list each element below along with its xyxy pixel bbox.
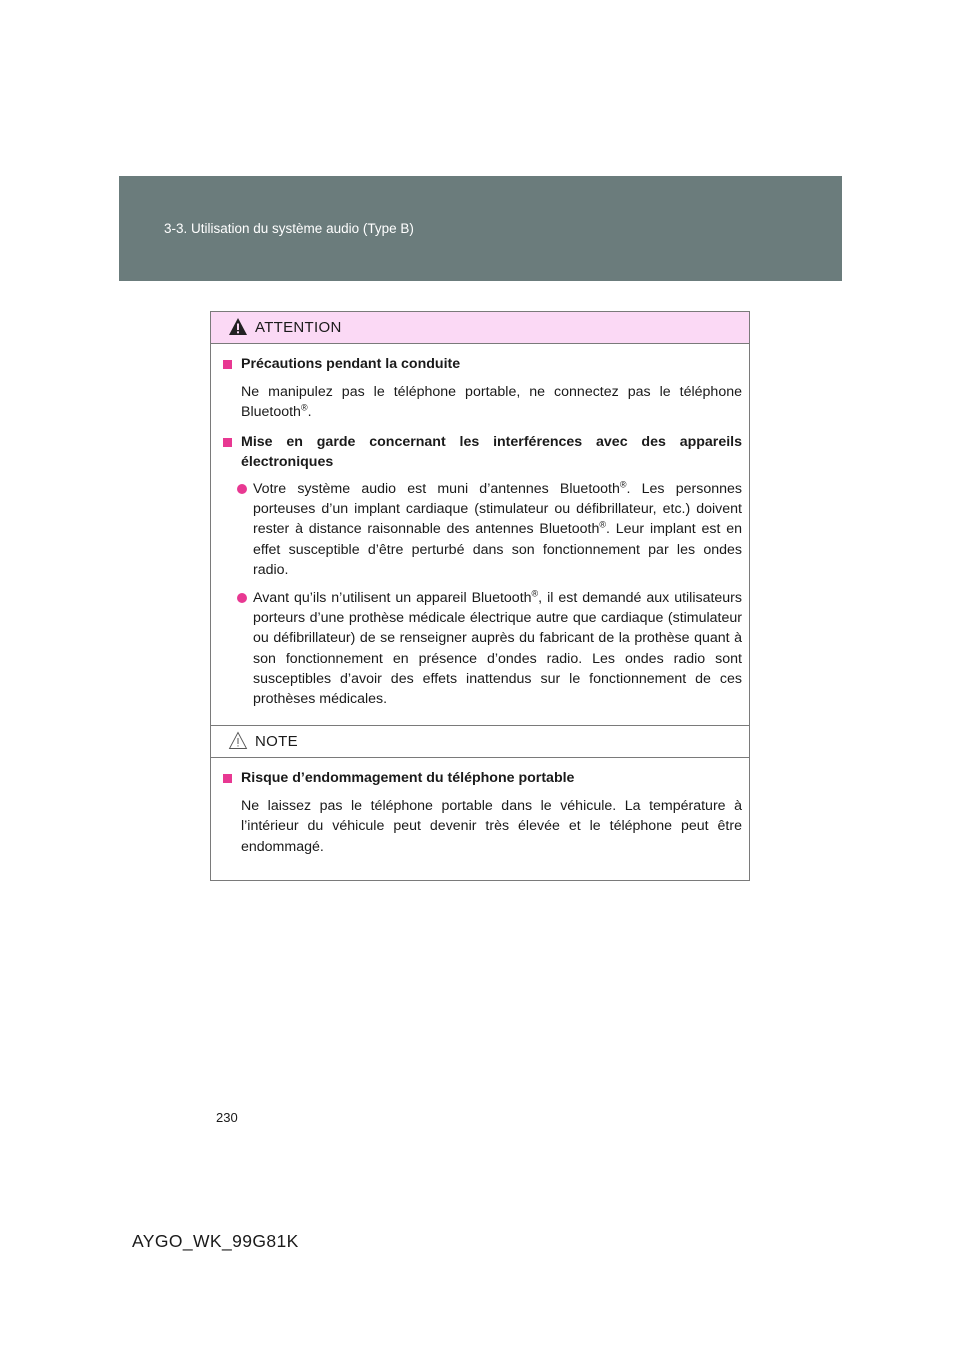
attention-header — [211, 312, 749, 344]
paragraph-text-end: . — [307, 404, 312, 421]
bullet-text: Avant qu’ils n’utilisent un appareil Bluetooth — [253, 590, 532, 607]
note-title: NOTE — [255, 733, 298, 750]
paragraph: Ne laissez pas le téléphone portable dans le véhicule. La température à l’intérieur du véhicule peut devenir très élevée et le téléphone peut être endommagé. — [241, 798, 742, 855]
note-body — [211, 758, 749, 880]
note-warning-icon — [228, 731, 248, 750]
circle-bullet-icon — [237, 593, 247, 603]
list-item — [223, 479, 742, 580]
paragraph-text: Ne manipulez pas le téléphone portable, ne connectez pas le téléphone Bluetooth — [241, 384, 742, 421]
section-heading — [223, 432, 742, 472]
square-bullet-icon — [223, 438, 232, 447]
warning-icon — [228, 317, 248, 336]
list-item — [223, 588, 742, 709]
registered-mark: ® — [619, 479, 627, 490]
page-number: 230 — [216, 1110, 238, 1125]
bullet-text: , il est demandé aux utilisateurs porteurs d’une prothèse médicale électrique autre que cardiaque (stimulateur ou défibrillateur) de se renseigner auprès du fabricant de la prothèse quant à son fonctionnement en présence d’ondes radio. Les ondes radio sont susceptibles d’avoir des effets inattendus sur le fonctionnement de ces prothèses médicales. — [253, 590, 743, 708]
section-title: 3-3. Utilisation du système audio (Type B) — [164, 221, 414, 236]
section-heading — [223, 354, 742, 374]
attention-body — [211, 344, 749, 731]
heading-text: Précautions pendant la conduite — [241, 356, 461, 372]
paragraph — [223, 382, 742, 422]
attention-title: ATTENTION — [255, 319, 342, 336]
section-heading — [223, 768, 742, 788]
note-box — [210, 725, 750, 881]
heading-text: Mise en garde concernant les interférences avec des appareils électroniques — [241, 433, 742, 470]
section-header-band — [119, 176, 842, 281]
registered-mark: ® — [531, 588, 539, 599]
heading-text: Risque d’endommagement du téléphone portable — [241, 770, 575, 786]
square-bullet-icon — [223, 360, 232, 369]
note-header — [211, 726, 749, 758]
attention-box — [210, 311, 750, 732]
square-bullet-icon — [223, 774, 232, 783]
registered-mark: ® — [300, 402, 308, 413]
bullet-text: . Leur implant est en effet susceptible d’être perturbé dans son fonctionnement par les ondes radio. — [253, 521, 742, 578]
bullet-text: Votre système audio est muni d’antennes Bluetooth — [253, 481, 620, 498]
registered-mark: ® — [599, 519, 607, 530]
circle-bullet-icon — [237, 484, 247, 494]
document-code: AYGO_WK_99G81K — [132, 1231, 299, 1251]
bullet-text: . Les personnes porteuses d’un implant cardiaque (stimulateur ou défibrillateur, etc.) doivent rester à distance raisonnable des antennes Bluetooth — [253, 481, 742, 538]
